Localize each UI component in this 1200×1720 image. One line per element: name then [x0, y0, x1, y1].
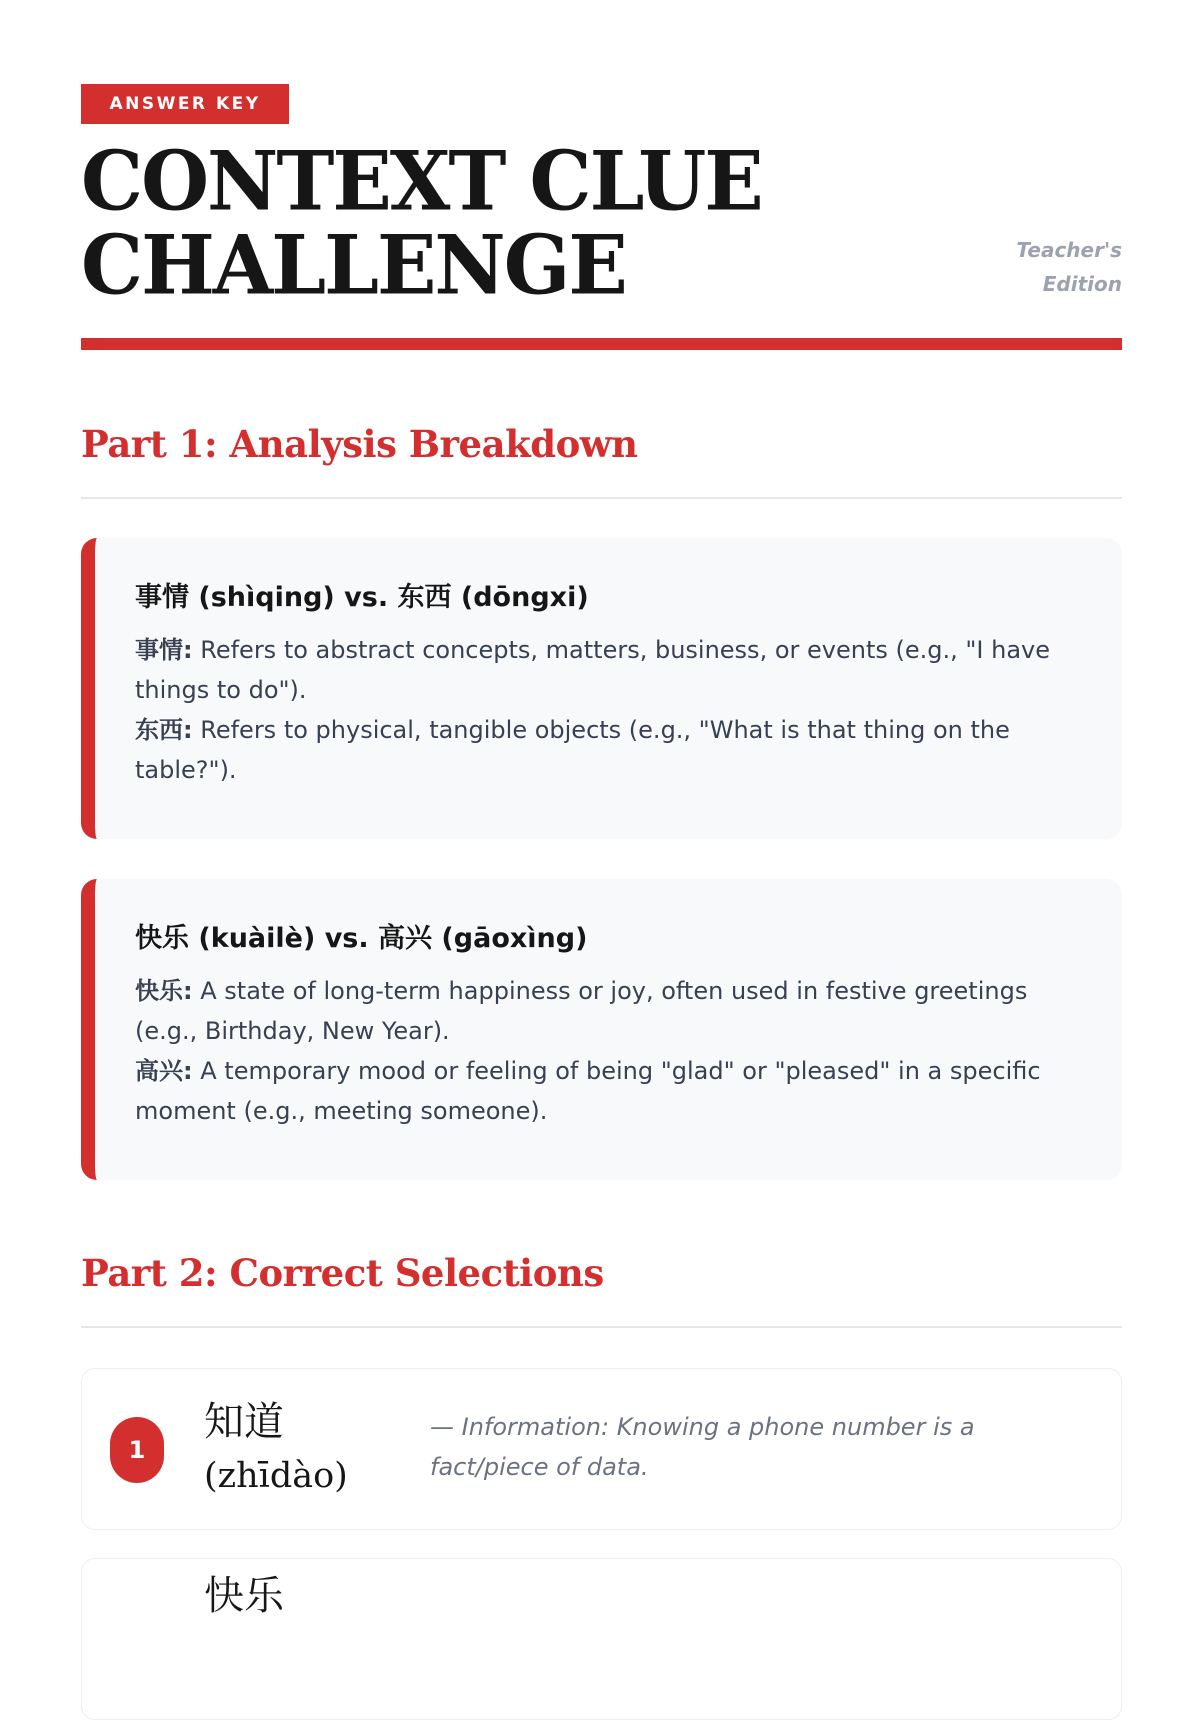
edition-label-line-1: Teacher's	[1016, 238, 1122, 262]
page-title	[81, 133, 881, 314]
analysis-card-title: 事情 (shìqing) vs. 东西 (dōngxi)	[135, 582, 589, 613]
definition-text: A temporary mood or feeling of being "glad" or "pleased" in a specific moment (e.g., meeting someone).	[135, 1057, 1041, 1125]
part-1-divider	[81, 497, 1122, 499]
analysis-card-body	[135, 630, 1072, 790]
definition-term: 快乐:	[135, 977, 193, 1005]
analysis-card-body	[135, 971, 1072, 1131]
definition-row	[135, 630, 1072, 710]
definition-text: Refers to physical, tangible objects (e.g., "What is that thing on the table?").	[135, 716, 1010, 784]
answer-key-badge: ANSWER KEY	[81, 84, 289, 124]
title-divider	[81, 338, 1122, 350]
definition-term: 高兴:	[135, 1057, 193, 1085]
selection-number-badge: 1	[110, 1417, 164, 1483]
definition-row	[135, 971, 1072, 1051]
edition-label	[982, 233, 1122, 301]
page-title-line-1: CONTEXT CLUE	[81, 133, 762, 230]
definition-row	[135, 1051, 1072, 1131]
definition-term: 东西:	[135, 716, 193, 744]
selection-hanzi: 快乐	[204, 1573, 284, 1619]
definition-text: A state of long-term happiness or joy, often used in festive greetings (e.g., Birthday, New Year).	[135, 977, 1028, 1045]
definition-text: Refers to abstract concepts, matters, business, or events (e.g., "I have things to do").	[135, 636, 1050, 704]
selection-item	[81, 1368, 1122, 1530]
part-2-divider	[81, 1326, 1122, 1328]
page-title-line-2: CHALLENGE	[81, 217, 626, 314]
analysis-card-title: 快乐 (kuàilè) vs. 高兴 (gāoxìng)	[135, 923, 588, 954]
definition-row	[135, 710, 1072, 790]
selection-explanation: — Information: Knowing a phone number is a fact/piece of data.	[430, 1413, 975, 1481]
definition-term: 事情:	[135, 636, 193, 664]
selection-item	[81, 1558, 1122, 1720]
selection-word	[204, 1395, 348, 1503]
selection-hanzi: 知道	[204, 1399, 284, 1445]
edition-label-line-2: Edition	[1042, 272, 1122, 296]
part-2-heading: Part 2: Correct Selections	[81, 1251, 604, 1295]
part-1-heading: Part 1: Analysis Breakdown	[81, 422, 638, 466]
selection-word	[204, 1569, 284, 1623]
analysis-card	[81, 538, 1122, 839]
selection-pinyin: (zhīdào)	[204, 1456, 348, 1496]
analysis-card	[81, 879, 1122, 1180]
